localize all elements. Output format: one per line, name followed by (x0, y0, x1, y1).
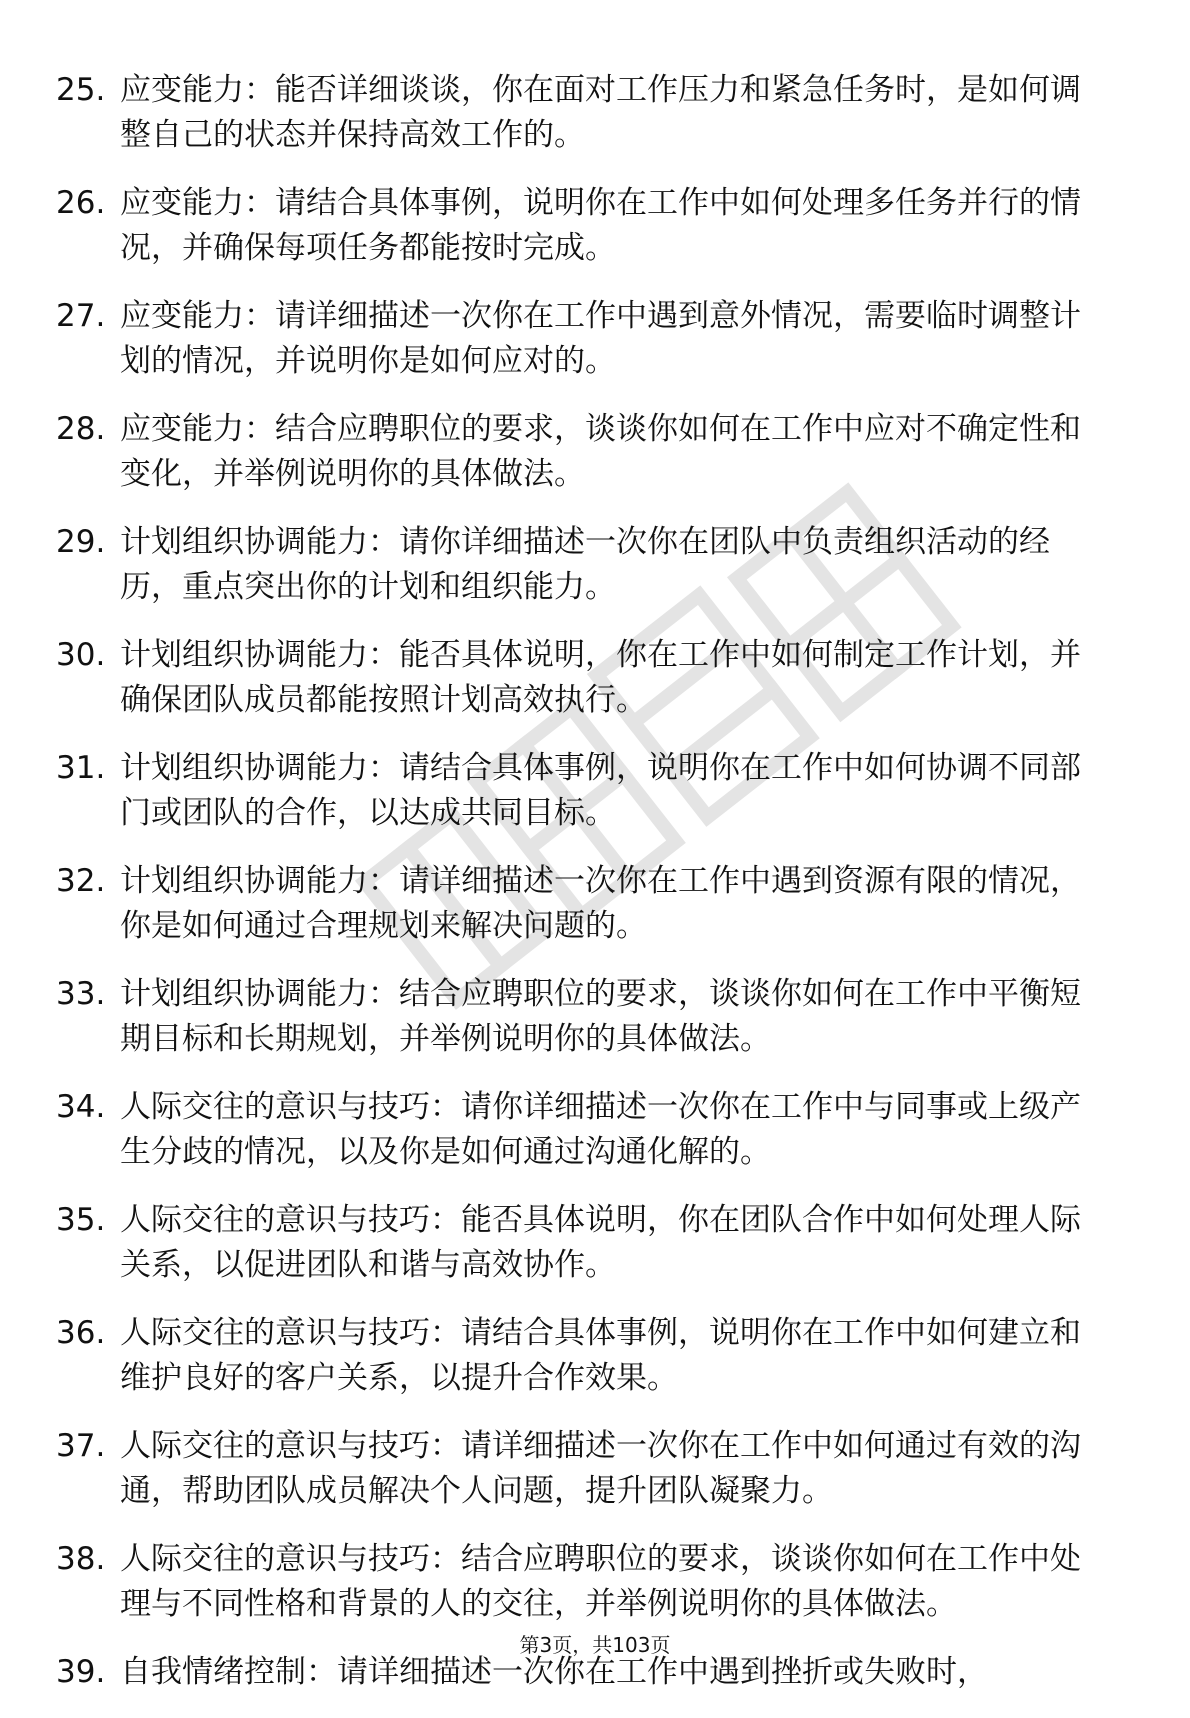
question-number: 25. (56, 72, 106, 108)
question-item (56, 1424, 1106, 1514)
question-number: 37. (56, 1428, 106, 1464)
question-number: 34. (56, 1089, 106, 1125)
question-item (56, 1085, 1106, 1175)
question-text: 计划组织协调能力：能否具体说明，你在工作中如何制定工作计划，并确保团队成员都能按照计划高效执行。 (120, 637, 1081, 718)
question-text: 计划组织协调能力：结合应聘职位的要求，谈谈你如何在工作中平衡短期目标和长期规划，并举例说明你的具体做法。 (120, 976, 1081, 1057)
question-number: 28. (56, 411, 106, 447)
question-item (56, 407, 1106, 497)
question-number: 30. (56, 637, 106, 673)
question-text: 人际交往的意识与技巧：请结合具体事例，说明你在工作中如何建立和维护良好的客户关系，以提升合作效果。 (120, 1315, 1081, 1396)
page-number-label: 第3页，共103页 (519, 1633, 671, 1657)
question-item (56, 633, 1106, 723)
question-text: 应变能力：能否详细谈谈，你在面对工作压力和紧急任务时，是如何调整自己的状态并保持高效工作的。 (120, 72, 1081, 153)
question-item (56, 859, 1106, 949)
question-number: 36. (56, 1315, 106, 1351)
question-text: 应变能力：请结合具体事例，说明你在工作中如何处理多任务并行的情况，并确保每项任务都能按时完成。 (120, 185, 1081, 266)
question-list (56, 68, 1106, 1718)
question-number: 26. (56, 185, 106, 221)
question-number: 35. (56, 1202, 106, 1238)
question-item (56, 1198, 1106, 1288)
question-text: 计划组织协调能力：请你详细描述一次你在团队中负责组织活动的经历，重点突出你的计划和组织能力。 (120, 524, 1050, 605)
question-item (56, 1537, 1106, 1627)
question-item (56, 1311, 1106, 1401)
question-item (56, 181, 1106, 271)
question-text: 计划组织协调能力：请结合具体事例，说明你在工作中如何协调不同部门或团队的合作，以达成共同目标。 (120, 750, 1081, 831)
question-number: 32. (56, 863, 106, 899)
question-number: 29. (56, 524, 106, 560)
question-text: 人际交往的意识与技巧：请详细描述一次你在工作中如何通过有效的沟通，帮助团队成员解决个人问题，提升团队凝聚力。 (120, 1428, 1081, 1509)
question-number: 33. (56, 976, 106, 1012)
question-number: 27. (56, 298, 106, 334)
question-text: 人际交往的意识与技巧：结合应聘职位的要求，谈谈你如何在工作中处理与不同性格和背景的人的交往，并举例说明你的具体做法。 (120, 1541, 1081, 1622)
question-text: 应变能力：请详细描述一次你在工作中遇到意外情况，需要临时调整计划的情况，并说明你是如何应对的。 (120, 298, 1081, 379)
question-text: 应变能力：结合应聘职位的要求，谈谈你如何在工作中应对不确定性和变化，并举例说明你的具体做法。 (120, 411, 1081, 492)
question-item (56, 520, 1106, 610)
question-item (56, 972, 1106, 1062)
question-text: 人际交往的意识与技巧：请你详细描述一次你在工作中与同事或上级产生分歧的情况，以及你是如何通过沟通化解的。 (120, 1089, 1081, 1170)
question-number: 38. (56, 1541, 106, 1577)
question-item (56, 746, 1106, 836)
question-text: 计划组织协调能力：请详细描述一次你在工作中遇到资源有限的情况，你是如何通过合理规划来解决问题的。 (120, 863, 1081, 944)
question-number: 39. (56, 1654, 106, 1690)
question-item (56, 68, 1106, 158)
question-text: 自我情绪控制：请详细描述一次你在工作中遇到挫折或失败时， (120, 1654, 988, 1690)
page-footer (0, 1632, 1190, 1658)
question-number: 31. (56, 750, 106, 786)
question-text: 人际交往的意识与技巧：能否具体说明，你在团队合作中如何处理人际关系，以促进团队和谐与高效协作。 (120, 1202, 1081, 1283)
question-item (56, 294, 1106, 384)
